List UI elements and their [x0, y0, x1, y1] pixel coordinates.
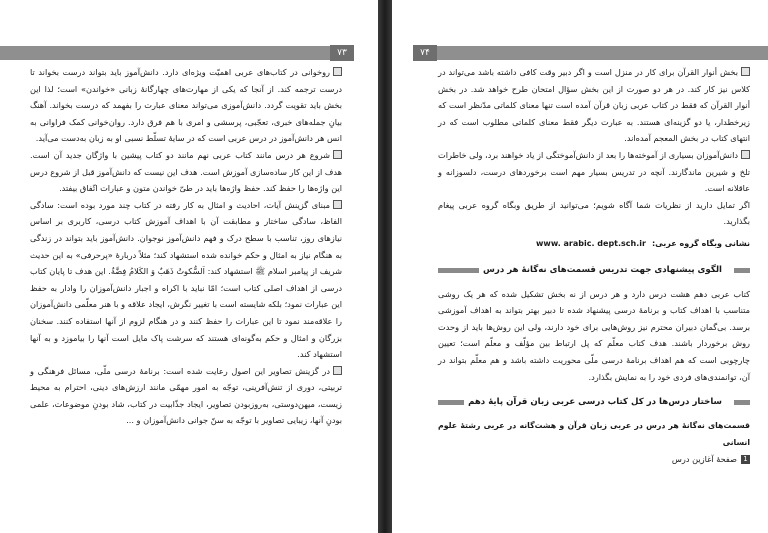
bullet-icon	[741, 67, 750, 76]
text-column	[30, 64, 342, 429]
list-item	[438, 451, 750, 468]
section-title: الگوی پیشنهادی جهت تدریس قسمت‌های نه‌گانهٔ هر درس	[479, 262, 726, 279]
website-line	[438, 236, 750, 253]
header-bar	[0, 46, 330, 60]
paragraph-text: بخش أنوار القرآن برای کار در منزل است و اگر دبیر وقت کافی داشته باشد می‌تواند در کلاس نیز کار کند. در هر دو صورت از این بخش سؤال امتحان طرح خواهد شد. در بخش أنوار القرآن که فقط در کتاب عربی زبان قرآن آمده است تنها معنای کلماتی مدّنظر است که زیرخطدار، یا دو گزینه‌ای هستند. به عبارت دیگر فقط معنای کلماتی مطلوب است که در انتهای کتاب در بخش المعجم آمده‌اند.	[438, 67, 750, 144]
section-subtitle: قسمت‌های نه‌گانهٔ هر درس در عربی زبان قرآن و هشت‌گانه در عربی رشتهٔ علوم انسانی	[438, 421, 750, 447]
section-paragraph: کتاب عربی دهم هشت درس دارد و هر درس از نه بخش تشکیل شده که هر یک روشی متناسب با اهداف کتاب و برنامهٔ درسی پیشنهاد شده تا دبیر بهتر بتواند به اهداف آموزشی برسد. بی‌گمان دبیران محترم نیز روش‌هایی برای خود دارند، ولی این روش‌ها باید از وحدت روش برخوردار باشند. هدف کتاب معلّم که پل ارتباط بین مؤلّف و معلّم است؛ تعیین چارچوبی است که هم اهداف برنامهٔ درسی ملّی محوریت داشته باشد و هم معلّم بتواند در آن، توانمندی‌های فردی خود را به نمایش بگذارد.	[438, 288, 750, 382]
header-bar	[437, 46, 768, 60]
paragraph	[30, 197, 342, 363]
paragraph-text: اگر تمایل دارید از نظریات شما آگاه شویم؛ می‌توانید از طریق وبگاه گروه عربی پیغام بگذارید.	[438, 199, 750, 227]
bullet-icon	[333, 200, 342, 209]
page-number: ۷۳	[330, 45, 354, 61]
section-heading	[438, 261, 750, 280]
right-page	[392, 0, 768, 533]
section-heading	[438, 393, 750, 412]
paragraph-text: در گزینش تصاویر این اصول رعایت شده است: برنامهٔ درسی ملّی، مسائل فرهنگی و تربیتی، دوری از تنش‌آفرینی، توجّه به امور مهمّی مانند ارزش‌های دینی، احترام به محیط زیست، میهن‌دوستی، به‌روزبودن تصاویر، ایجاد جذّابیت در کتاب، شاد بودنِ موضوعات، علمی بودنِ آنها، زیبایی تصاویر با توجّه به سنّ جوانی دانش‌آموزان و ...	[30, 365, 342, 426]
website-url[interactable]: www. arabic. dept.sch.ir	[536, 238, 646, 248]
paragraph	[30, 147, 342, 197]
left-page	[0, 0, 378, 533]
bullet-icon	[333, 67, 342, 76]
section-title: ساختار درس‌ها در کل کتاب درسی عربی زبان قرآن پایهٔ دهم	[464, 394, 726, 411]
page-number: ۷۴	[413, 45, 437, 61]
bullet-icon	[741, 150, 750, 159]
paragraph-text: مبنای گزینش آیات، احادیث و امثال به کار رفته در کتاب چند مورد بوده است: سادگی الفاظ، سادگی ساختار و مطابقت آن با اهداف آموزش کتاب درسی، کاربری بر اساس نیازهای روز، تناسب با سطح درک و فهم دانش‌آموز نوجوان. دانش‌آموز باید بتواند در زندگی به هنگام نیاز به امثال و حکم خوانده شده استشهاد کند؛ مثلاً دربارهٔ «پرحرفی» به این حدیث شریف از پیامبر اسلام ﷺ استشهاد کند: اَلسُّکوتُ ذَهَبٌ وَ الکَلامُ فِضَّةٌ. این هدف تا پایان کتاب درسی از اهداف اصلی کتاب است؛ امّا نباید با اکراه و اجبار دانش‌آموزان را وادار به حفظ این عبارات نمود؛ بلکه شایسته است با تغییر نگرش، ایجاد علاقه و با هنر معلّمی دانش‌آموزان را علاقه‌مند نمود تا این عبارات را حفظ کنند و در هنگام لزوم از آنها استفاده کنند. سخنان بزرگان و امثال و حکم به‌گونه‌ای هستند که سرشت پاک مایل است آنها را بیاموزد و به آنها استشهاد کند.	[30, 199, 342, 360]
text-column	[438, 64, 750, 468]
item-number: 1	[741, 455, 750, 464]
heading-bar-right	[734, 268, 750, 273]
book-spine	[378, 0, 392, 533]
paragraph	[30, 363, 342, 429]
paragraph-text: دانش‌آموزان بسیاری از آموخته‌ها را بعد از دانش‌آموختگی از یاد خواهند برد، ولی خاطرات تلخ و شیرین ماندگارند. آنچه در تدریس بسیار مهم است برخوردهای درست، دلسوزانه و عاقلانه است.	[438, 149, 750, 194]
paragraph-text: شروع هر درس مانند کتاب عربی نهم مانند دو کتاب پیشین با واژگان جدید آن است. هدف از این کار ساده‌سازی آموزش است. هدف این نیست که دانش‌آموز قبل از شروع درس این واژه‌ها را حفظ کند. حفظ واژه‌ها باید در طیّ خواندن متون و عبارات اتّفاق بیفتد.	[30, 149, 342, 194]
bullet-icon	[333, 150, 342, 159]
paragraph-text: روخوانی در کتاب‌های عربی اهمیّت ویژه‌ای دارد. دانش‌آموز باید بتواند درست بخواند تا درست ترجمه کند. از آنجا که یکی از مهارت‌های چهارگانهٔ زبانی «خواندن» است؛ لذا این بخش باید تقویت گردد. دانش‌آموزی می‌تواند معنای عبارت را بفهمد که درست بخواند. آهنگ بیانِ جمله‌های خبری، تعجّبی، پرسشی و امری با هم فرق دارد. روان‌خوانی کمک فراوانی به انس هر دانش‌آموز در درس عربی است که در سایهٔ تسلّط نسبی او به زبان به‌دست می‌آید.	[30, 67, 342, 144]
heading-bar-right	[734, 400, 750, 405]
item-text: صفحهٔ آغازین درس	[671, 454, 737, 465]
paragraph	[438, 147, 750, 197]
paragraph	[438, 197, 750, 230]
website-label: نشانی وبگاه گروه عربی:	[651, 238, 750, 248]
paragraph	[438, 64, 750, 147]
paragraph	[30, 64, 342, 147]
bullet-icon	[333, 366, 342, 375]
